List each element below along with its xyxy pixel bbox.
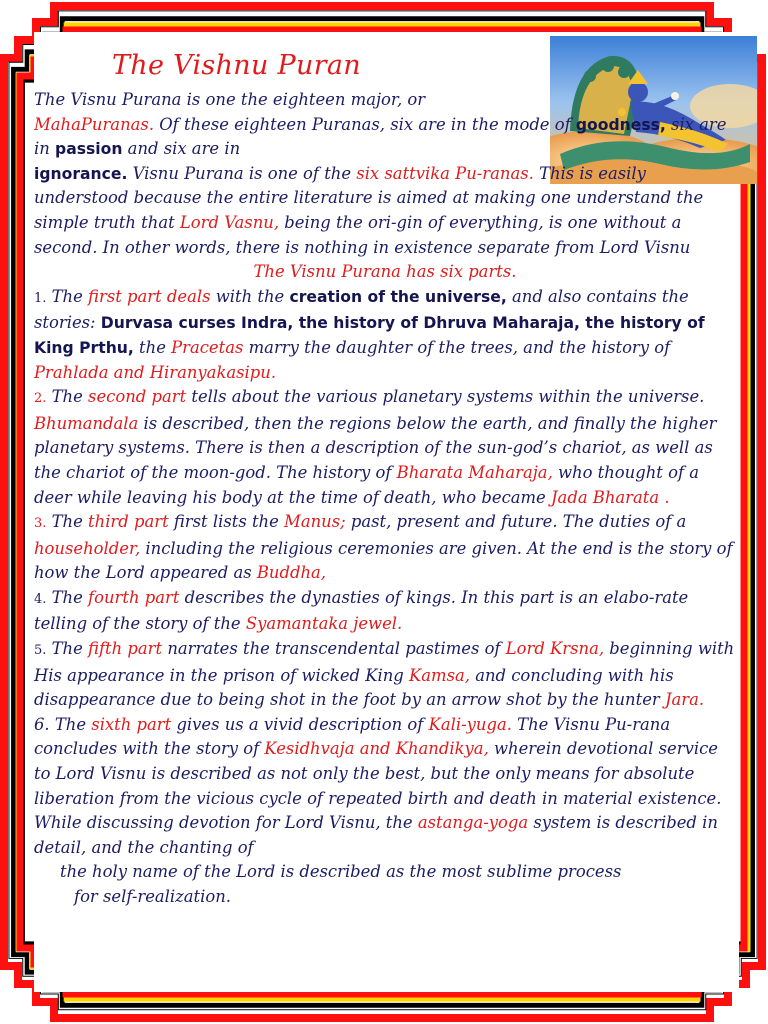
part-one: 1. The first part deals with the creation of the universe, and also contains the stories: Durvasa curses Indra, the history of Dhruva Maharaja, the history of King Prthu, the Pracetas marry the daughter of the trees, and the history of Prahlada and Hiranyakasipu. (34, 286, 705, 382)
part-four: 4. The fourth part describes the dynasties of kings. In this part is an elabo-rate telling of the story of the Syamantaka jewel. (34, 587, 689, 634)
part-six-closing: for self-realization. (74, 887, 232, 906)
document-page (34, 32, 739, 992)
part-two: 2. The second part tells about the various planetary systems within the universe. Bhumandala is described, then the regions below the earth, and finally the higher planetary systems. There is then a description of the sun-god’s chariot, as well as the chariot of the moon-god. The history of Bharata Maharaja, who thought of a deer while leaving his body at the time of death, who became Jada Bharata . (34, 387, 717, 507)
document-body (34, 88, 736, 910)
document-title: The Vishnu Puran (112, 50, 361, 81)
section-subheading: The Visnu Purana has six parts. (253, 262, 517, 282)
part-five: 5. The fifth part narrates the transcendental pastimes of Lord Krsna, beginning with His appearance in the prison of wicked King Kamsa, and concluding with his disappearance due to being shot in the foot by an arrow shot by the hunter Jara. (34, 639, 735, 710)
intro-paragraph: The Visnu Purana is one the eighteen major, or MahaPuranas. Of these eighteen Puranas, six are in the mode of goodness, six are in passion and six are in ignorance. Visnu Purana is one of the six sattvika Pu-ranas. This is easily understood because the entire literature is aimed at making one understand the simple truth that Lord Vasnu, being the ori-gin of everything, is one without a second. In other words, there is nothing in existence separate from Lord Visnu (34, 90, 727, 257)
part-six-continued: the holy name of the Lord is described as the most sublime process (60, 862, 622, 882)
part-six: 6. The sixth part gives us a vivid description of Kali-yuga. The Visnu Pu-rana concludes with the story of Kesidhvaja and Khandikya, wherein devotional service to Lord Visnu is described as not only the best, but the only means for absolute liberation from the vicious cycle of repeated birth and death in material existence. While discussing devotion for Lord Visnu, the astanga-yoga system is described in detail, and the chanting of (34, 714, 722, 857)
part-three: 3. The third part first lists the Manus; past, present and future. The duties of a householder, including the religious ceremonies are given. At the end is the story of how the Lord appeared as Buddha, (34, 512, 733, 583)
